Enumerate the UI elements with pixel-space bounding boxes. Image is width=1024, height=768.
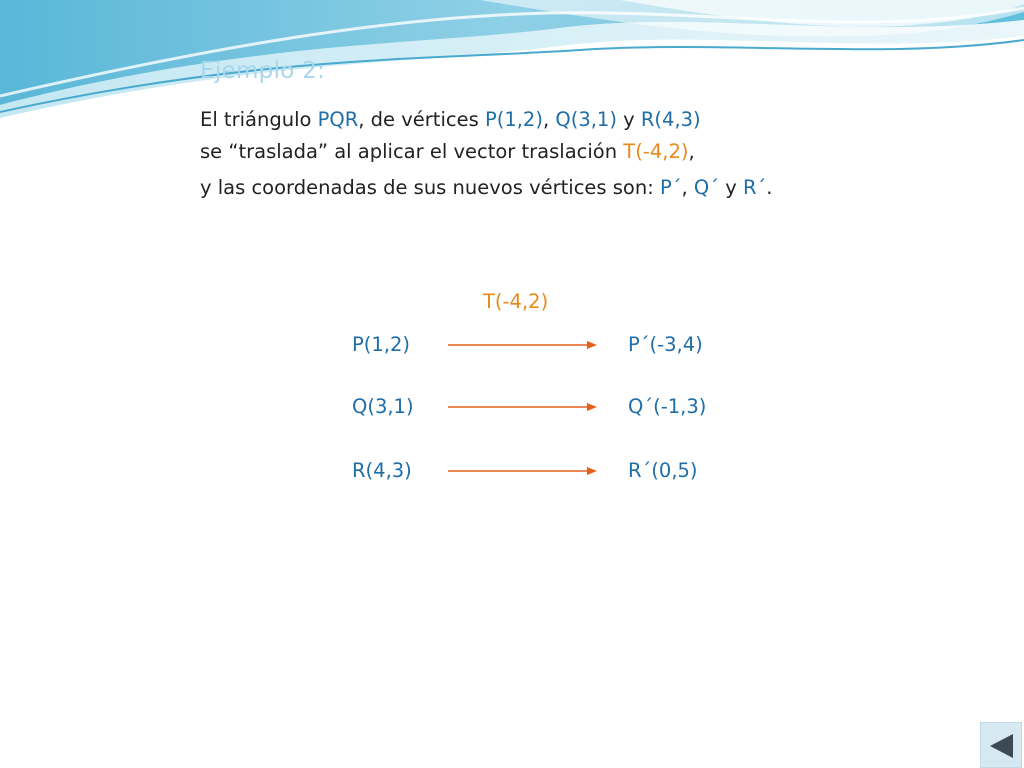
paragraph-line-3: [200, 176, 772, 199]
point-q: Q(3,1): [352, 395, 414, 418]
translation-vector: T(-4,2): [623, 140, 689, 163]
vertex-q-prime: Q´: [693, 176, 720, 199]
paragraph-line-1: [200, 108, 701, 131]
vertex-p: P(1,2): [484, 108, 543, 131]
text: ,: [681, 176, 694, 199]
arrow-r: [448, 466, 598, 476]
text: y: [719, 176, 743, 199]
point-q-prime: Q´(-1,3): [628, 395, 707, 418]
arrow-q: [448, 402, 598, 412]
arrow-p: [448, 340, 598, 350]
vertex-p-prime: P´: [660, 176, 682, 199]
text: ,: [688, 140, 695, 163]
previous-slide-button[interactable]: [980, 722, 1022, 768]
vertex-r-prime: R´: [742, 176, 767, 199]
vertex-q: Q(3,1): [555, 108, 617, 131]
back-arrow-icon: [987, 731, 1017, 761]
vertex-r: R(4,3): [640, 108, 701, 131]
paragraph-line-2: [200, 140, 695, 163]
point-r-prime: R´(0,5): [628, 459, 698, 482]
text: , de vértices: [358, 108, 485, 131]
point-p-prime: P´(-3,4): [628, 333, 703, 356]
text: .: [766, 176, 773, 199]
point-p: P(1,2): [352, 333, 410, 356]
text: y: [616, 108, 641, 131]
translation-vector-label: T(-4,2): [483, 290, 549, 313]
point-r: R(4,3): [352, 459, 412, 482]
text: El triángulo: [200, 108, 318, 131]
text: se “traslada” al aplicar el vector traslación: [200, 140, 624, 163]
text: ,: [542, 108, 556, 131]
text: y las coordenadas de sus nuevos vértices son:: [200, 176, 660, 199]
slide-title: Ejemplo 2:: [200, 58, 326, 84]
triangle-name: PQR: [317, 108, 359, 131]
